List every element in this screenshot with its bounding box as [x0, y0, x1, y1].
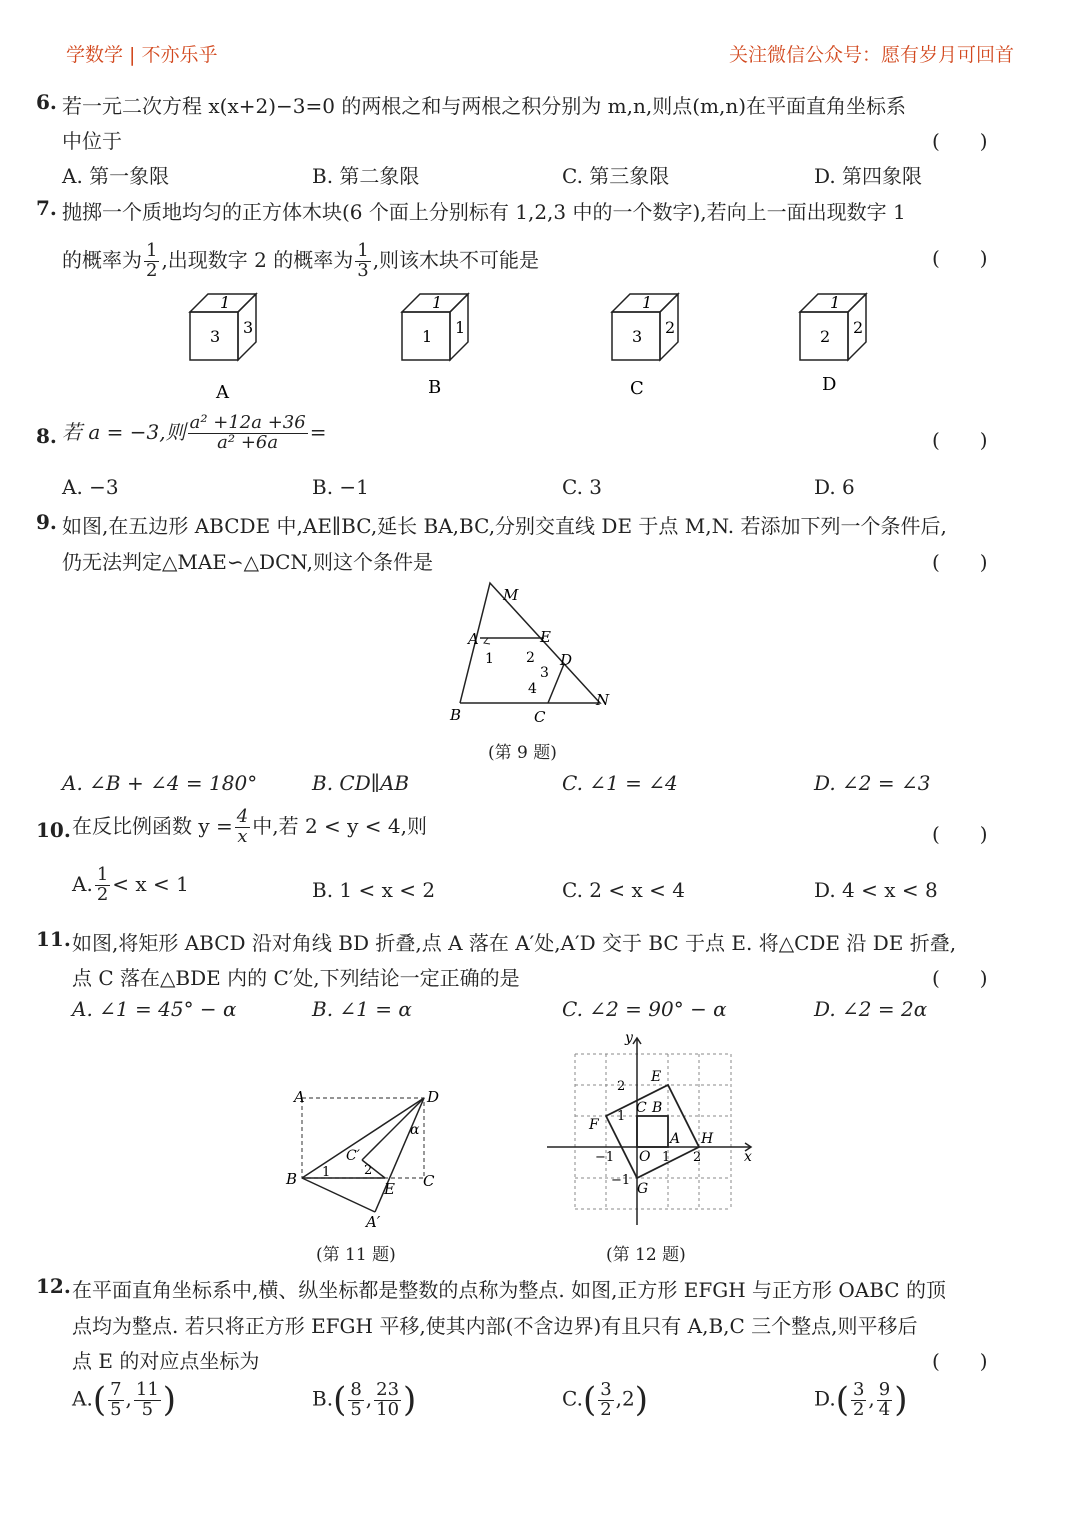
q9-answer-paren: ( ) [932, 550, 988, 574]
cube-b-label: B [428, 377, 442, 398]
q12-c-d1: 2 [600, 1398, 612, 1420]
q12-option-c-label: C. [562, 1386, 583, 1411]
q12-tick-ym1: −1 [611, 1173, 631, 1188]
cube-b-front: 1 [422, 327, 433, 346]
q12-answer-paren: ( ) [932, 1349, 988, 1373]
q11-option-a: A. ∠1 = 45° − α [72, 997, 237, 1021]
q7-frac-half [144, 242, 159, 281]
q8-option-c: C. 3 [562, 475, 603, 499]
q9-text1: 如图,在五边形 ABCDE 中,AE∥BC,延长 BA,BC,分别交直线 DE 于点 M,N. 若添加下列一个条件后, [62, 514, 947, 538]
q11-label-c: C [423, 1172, 435, 1190]
q9-angle-4: 4 [528, 681, 537, 697]
q10-option-d: D. 4 < x < 8 [814, 878, 938, 902]
q11-answer-paren: ( ) [932, 966, 988, 990]
q11-text2: 点 C 落在△BDE 内的 C′处,下列结论一定正确的是 [72, 966, 520, 990]
q9-option-c: C. ∠1 = ∠4 [562, 771, 678, 795]
q11-label-cprime: C′ [346, 1148, 360, 1164]
q12-option-d-y [877, 1378, 892, 1420]
q9-label-a: A [468, 630, 479, 648]
q9-figure [430, 575, 630, 730]
q12-a-d1: 5 [110, 1398, 122, 1420]
q8-answer-paren: ( ) [932, 428, 988, 452]
q9-angle-2: 2 [526, 650, 535, 666]
q10-option-a-post: < x < 1 [112, 871, 189, 896]
q11-caption: (第 11 题) [316, 1245, 396, 1265]
q12-b-d1: 5 [350, 1398, 362, 1420]
q12-a-n2: 11 [135, 1378, 159, 1400]
cube-c-label: C [630, 378, 644, 399]
q8-post: = [309, 419, 327, 444]
cube-c-side: 2 [665, 318, 676, 337]
cube-a [190, 293, 256, 403]
q12-option-c-y: 2 [622, 1386, 635, 1411]
q7-frac-third [355, 242, 370, 281]
q12-tick-x2: 2 [693, 1150, 702, 1165]
q12-option-d-x [851, 1378, 866, 1420]
q8-frac-num: a² +12a +36 [189, 412, 306, 433]
q7-text2 [62, 242, 539, 281]
q12-text2: 点均为整点. 若只将正方形 EFGH 平移,使其内部(不含边界)有且只有 A,B,C 三个整点,则平移后 [72, 1314, 918, 1338]
cube-d-front: 2 [820, 327, 831, 346]
header-right: 关注微信公众号：愿有岁月可回首 [728, 44, 1014, 66]
q12-caption: (第 12 题) [606, 1245, 686, 1265]
q9-option-a: A. ∠B + ∠4 = 180° [62, 771, 258, 795]
q12-option-b-y [374, 1378, 401, 1420]
q9-option-b: B. CD∥AB [312, 771, 410, 795]
q12-option-a-y [134, 1378, 161, 1420]
cube-c [612, 293, 678, 399]
q10-text [72, 808, 427, 847]
q6-answer-paren: ( ) [932, 129, 988, 153]
q12-label-a: A [670, 1131, 681, 1147]
q7-text2b: ,出现数字 2 的概率为 [161, 247, 354, 272]
q12-tick-y2: 2 [617, 1079, 626, 1094]
q9-text2: 仍无法判定△MAE∽△DCN,则这个条件是 [62, 550, 433, 574]
q12-label-b: B [652, 1100, 663, 1116]
q12-d-n1: 3 [852, 1378, 865, 1400]
q12-option-b: B.( $\frac{8}{5}$ , $\frac{23}{10}$ ) [312, 1378, 417, 1420]
q8-frac-den: a² +6a [217, 431, 279, 453]
q6-option-d: D. 第四象限 [814, 164, 923, 188]
q7-frac2-num: 1 [357, 240, 369, 261]
cube-a-label: A [216, 382, 229, 403]
q8-pre: 若 a = −3,则 [62, 419, 186, 444]
cube-b-side: 1 [455, 318, 466, 337]
q10-frac-den: x [237, 825, 248, 847]
q6-number: 6. [36, 90, 57, 114]
q12-option-a: A.( $\frac{7}{5}$ , $\frac{11}{5}$ ) [72, 1378, 177, 1420]
q12-label-g: G [637, 1181, 649, 1197]
q7-text2a: 的概率为 [62, 247, 142, 272]
q7-answer-paren: ( ) [932, 246, 988, 270]
cube-b [402, 293, 468, 398]
cube-d-side: 2 [853, 318, 864, 337]
q8-option-d: D. 6 [814, 475, 855, 499]
q8-fraction [188, 414, 308, 453]
q11-angle-alpha: α [410, 1122, 420, 1138]
q12-option-b-x [348, 1378, 363, 1420]
q10-option-c: C. 2 < x < 4 [562, 878, 685, 902]
q12-label-f: F [589, 1117, 599, 1133]
q10-option-b: B. 1 < x < 2 [312, 878, 436, 902]
q12-label-x: x [744, 1149, 752, 1165]
q11-option-d: D. ∠2 = 2α [814, 997, 928, 1021]
q12-tick-xm1: −1 [595, 1150, 615, 1165]
q9-option-d: D. ∠2 = ∠3 [814, 771, 931, 795]
q12-b-n1: 8 [350, 1378, 362, 1400]
cube-c-front: 3 [632, 327, 643, 346]
q12-figure [545, 1030, 760, 1230]
q12-c-n1: 3 [600, 1378, 612, 1400]
cube-c-top: 1 [642, 293, 653, 312]
q9-number: 9. [36, 510, 57, 534]
q10-option-a-label: A. [72, 871, 93, 896]
q9-caption: (第 9 题) [488, 743, 557, 763]
q8-number: 8. [36, 424, 57, 448]
q12-d-d2: 4 [878, 1398, 891, 1420]
q6-text1: 若一元二次方程 x(x+2)−3=0 的两根之和与两根之积分别为 m,n,则点(m,n)在平面直角坐标系 [62, 94, 907, 118]
q11-label-b: B [286, 1170, 298, 1188]
q12-option-d: D.( $\frac{3}{2}$ , $\frac{9}{4}$ ) [814, 1378, 908, 1420]
q12-b-n2: 23 [376, 1378, 400, 1400]
q12-d-n2: 9 [878, 1378, 891, 1400]
q12-label-y: y [625, 1030, 633, 1046]
q9-angle-1: 1 [485, 651, 494, 667]
q9-angle-3: 3 [540, 665, 549, 681]
cube-d [800, 293, 866, 395]
cube-b-top: 1 [432, 293, 443, 312]
q12-option-c: C.( $\frac{3}{2}$ ,2) [562, 1378, 649, 1420]
q12-a-d2: 5 [141, 1398, 154, 1420]
q7-text2c: ,则该木块不可能是 [372, 247, 540, 272]
q8-line [0, 412, 1080, 462]
cube-a-top: 1 [220, 293, 231, 312]
q12-number: 12. [36, 1274, 71, 1298]
q12-option-a-label: A. [72, 1386, 93, 1411]
q11-label-aprime: A′ [366, 1213, 381, 1231]
q8-text [62, 414, 326, 453]
q12-option-a-x [108, 1378, 123, 1420]
q9-label-c: C [534, 708, 546, 726]
q7-frac1-num: 1 [146, 240, 158, 261]
q7-line2 [0, 232, 1080, 280]
q11-option-c: C. ∠2 = 90° − α [562, 997, 727, 1021]
q10-pre: 在反比例函数 y = [72, 813, 233, 838]
q9-label-b: B [450, 706, 462, 724]
q9-label-e: E [540, 628, 551, 646]
cube-a-side: 3 [243, 318, 254, 337]
q11-angle-1: 1 [322, 1165, 331, 1180]
q12-text1: 在平面直角坐标系中,横、纵坐标都是整数的点称为整点. 如图,正方形 EFGH 与正方形 OABC 的顶 [72, 1278, 946, 1302]
q11-text1: 如图,将矩形 ABCD 沿对角线 BD 折叠,点 A 落在 A′处,A′D 交于 BC 于点 E. 将△CDE 沿 DE 折叠, [72, 931, 957, 955]
q12-text3: 点 E 的对应点坐标为 [72, 1349, 260, 1373]
q9-label-m: M [503, 586, 519, 604]
q12-tick-x1: 1 [662, 1150, 671, 1165]
q12-label-c: C [636, 1100, 647, 1116]
q12-option-d-label: D. [814, 1386, 836, 1411]
q12-option-c-x [598, 1378, 613, 1420]
q12-a-n1: 7 [110, 1378, 122, 1400]
q10-fraction [235, 808, 250, 847]
cube-d-label: D [822, 374, 837, 395]
q10-option-a-frac [95, 866, 110, 905]
q10-line [0, 806, 1080, 856]
q6-option-b: B. 第二象限 [312, 164, 420, 188]
q11-label-a: A [294, 1088, 305, 1106]
q8-option-a: A. −3 [62, 475, 119, 499]
header-left: 学数学 | 不亦乐乎 [66, 44, 218, 66]
q9-label-n: N [596, 691, 610, 709]
q11-option-b: B. ∠1 = α [312, 997, 412, 1021]
cube-d-top: 1 [830, 293, 841, 312]
q10-option-a [72, 866, 189, 905]
q12-d-d1: 2 [852, 1398, 865, 1420]
q7-number: 7. [36, 196, 57, 220]
cube-a-front: 3 [210, 327, 221, 346]
q9-label-d: D [560, 651, 573, 669]
q10-number: 10. [36, 818, 71, 842]
q12-label-o: O [639, 1149, 651, 1165]
q7-frac2-den: 3 [357, 259, 369, 281]
q10-post: 中,若 2 < y < 4,则 [252, 813, 427, 838]
q8-option-b: B. −1 [312, 475, 369, 499]
q10-option-a-num: 1 [96, 864, 109, 885]
q12-b-d2: 10 [376, 1398, 400, 1420]
q11-number: 11. [36, 927, 71, 951]
q11-angle-2: 2 [364, 1163, 373, 1178]
q7-frac1-den: 2 [146, 259, 158, 281]
q6-option-a: A. 第一象限 [62, 164, 170, 188]
q6-text2: 中位于 [62, 129, 122, 153]
q11-label-e: E [384, 1180, 395, 1198]
q7-cubes-figure [0, 285, 1080, 405]
q12-option-b-label: B. [312, 1386, 334, 1411]
q11-figure [280, 1082, 460, 1232]
q7-text1: 抛掷一个质地均匀的正方体木块(6 个面上分别标有 1,2,3 中的一个数字),若向上一面出现数字 1 [62, 200, 906, 224]
q11-label-d: D [427, 1088, 440, 1106]
q10-option-a-den: 2 [96, 883, 109, 905]
q10-frac-num: 4 [236, 806, 249, 827]
q10-answer-paren: ( ) [932, 822, 988, 846]
q12-tick-y1: 1 [617, 1109, 626, 1124]
q12-label-h: H [701, 1131, 714, 1147]
q6-option-c: C. 第三象限 [562, 164, 670, 188]
q12-label-e: E [651, 1069, 662, 1085]
